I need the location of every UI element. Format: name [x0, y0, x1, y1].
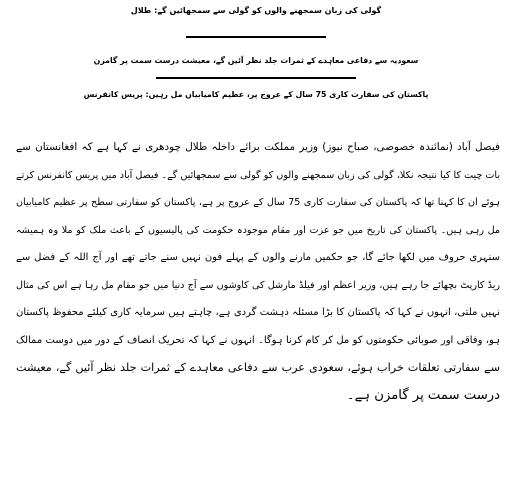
article-line: بات چیت کا کیا نتیجہ نکلا، گولی کی زبان سمجھنے والوں کو گولی سے سمجھائیں گے۔ فیصل آباد میں پریس کانفرنس کرتے — [16, 169, 500, 181]
article-line: ہو، وفاقی اور صوبائی حکومتوں کو مل کر کام کرنا ہوگا۔ انہوں نے کہا کہ تحریک انصاف کے دور میں دوست ممالک — [16, 334, 500, 346]
headline-divider — [186, 36, 326, 38]
article-line: سے سفارتی تعلقات خراب ہوئے، سعودی عرب سے دفاعی معاہدے کے ثمرات جلد نظر آئیں گے، معیشت — [16, 361, 500, 374]
article-line: ہوئے ان کا کہنا تھا کہ پاکستان کی سفارت کاری 75 سال کے عروج پر ہے، پاکستان کو سفارتی سطح پر عظیم کامیابیاں — [16, 197, 500, 208]
article-body — [16, 134, 500, 409]
article-line: نہیں ملتی، انہوں نے کہا کہ پاکستان کا بڑا مسئلہ دہشت گردی ہے، چاہتے ہیں سرمایہ کاری کیلئے محفوظ پاکستان — [16, 307, 500, 318]
headline-divider — [156, 77, 356, 79]
article-line: سنہری حروف میں لکھا جائے گا، جو حکمیں مارنے والوں کے پہلے فون نہیں سنے جاتے تھے اور آج اللہ کے فضل سے — [16, 252, 500, 263]
headline-sub-1: سعودیہ سے دفاعی معاہدے کے ثمرات جلد نظر آئیں گے، معیشت درست سمت پر گامزن — [93, 56, 419, 65]
article-line: درست سمت پر گامزن ہے۔ — [346, 387, 500, 403]
headline-main: گولی کی زبان سمجھنے والوں کو گولی سے سمجھائیں گے: طلال — [130, 6, 382, 15]
article-line: فیصل آباد (نمائندہ خصوصی، صباح نیوز) وزیر مملکت برائے داخلہ طلال چودھری نے کہا ہے کہ افغانستان سے — [16, 141, 500, 153]
article-line: ریڈ کارپٹ بچھائے جا رہے ہیں، وزیر اعظم اور فیلڈ مارشل کی کاوشوں سے آج دنیا میں جو مقام مل رہا ہے اس کی مثال — [16, 279, 500, 291]
article-line: مل رہی ہیں۔ پاکستان کی تاریخ میں جو عزت اور مقام موجودہ حکومت کی پالیسیوں کے باعث ملک کو ملا وہ ہمیشہ — [16, 224, 500, 236]
headline-sub-2: پاکستان کی سفارت کاری 75 سال کے عروج پر، عظیم کامیابیاں مل رہیں: پریس کانفرنس — [83, 90, 429, 99]
